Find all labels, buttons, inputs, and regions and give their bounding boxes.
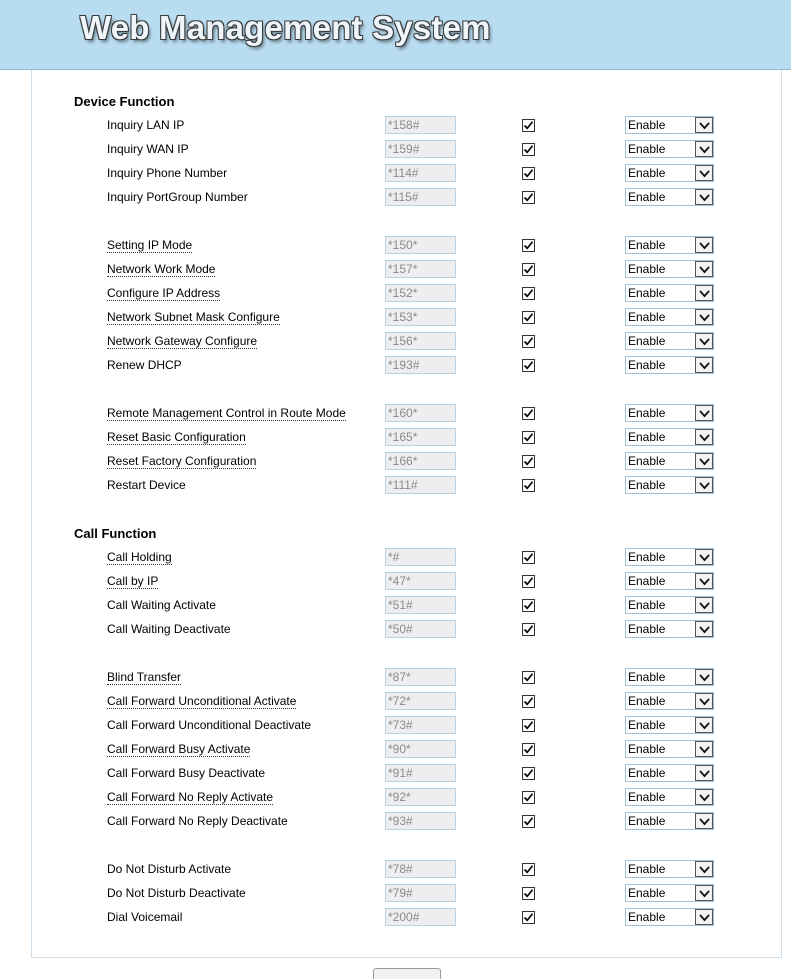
feature-row: [0, 882, 791, 906]
feature-label: Inquiry PortGroup Number: [107, 190, 248, 204]
feature-link[interactable]: Setting IP Mode: [107, 238, 193, 252]
status-select[interactable]: [625, 668, 714, 686]
enable-checkbox[interactable]: [522, 407, 535, 420]
checkmark-icon: [523, 408, 534, 419]
status-select[interactable]: [625, 284, 714, 302]
chevron-down-icon[interactable]: [695, 333, 713, 349]
status-select-value: Enable: [628, 478, 666, 492]
status-select[interactable]: [625, 572, 714, 590]
status-select[interactable]: [625, 908, 714, 926]
save-button[interactable]: [373, 968, 441, 979]
feature-label: Restart Device: [107, 478, 186, 492]
checkmark-icon: [523, 168, 534, 179]
feature-code-input[interactable]: *73#: [385, 716, 456, 734]
checkmark-icon: [523, 552, 534, 563]
status-select[interactable]: [625, 596, 714, 614]
checkmark-icon: [523, 240, 534, 251]
status-select-value: Enable: [628, 334, 666, 348]
feature-code-input[interactable]: *115#: [385, 188, 456, 206]
enable-checkbox[interactable]: [522, 119, 535, 132]
feature-code-input[interactable]: *91#: [385, 764, 456, 782]
feature-code-input[interactable]: *90*: [385, 740, 456, 758]
status-select-value: Enable: [628, 910, 666, 924]
feature-code-input[interactable]: *#: [385, 548, 456, 566]
enable-checkbox[interactable]: [522, 191, 535, 204]
status-select-value: Enable: [628, 598, 666, 612]
chevron-down-icon[interactable]: [695, 549, 713, 565]
feature-link[interactable]: Call Forward Unconditional Activate: [107, 694, 297, 708]
enable-checkbox[interactable]: [522, 599, 535, 612]
feature-link[interactable]: Blind Transfer: [107, 670, 182, 684]
chevron-down-icon[interactable]: [695, 597, 713, 613]
feature-link[interactable]: Reset Basic Configuration: [107, 430, 246, 444]
status-select-value: Enable: [628, 454, 666, 468]
checkmark-icon: [523, 360, 534, 371]
feature-code-input[interactable]: *158#: [385, 116, 456, 134]
feature-row: [0, 690, 791, 714]
feature-code-input[interactable]: *157*: [385, 260, 456, 278]
checkmark-icon: [523, 768, 534, 779]
feature-row: [0, 810, 791, 834]
status-select-value: Enable: [628, 670, 666, 684]
status-select[interactable]: [625, 620, 714, 638]
enable-checkbox[interactable]: [522, 695, 535, 708]
feature-code-input[interactable]: *159#: [385, 140, 456, 158]
checkmark-icon: [523, 720, 534, 731]
feature-row: [0, 186, 791, 210]
feature-row: [0, 714, 791, 738]
checkmark-icon: [523, 288, 534, 299]
status-select[interactable]: [625, 860, 714, 878]
feature-code-input[interactable]: *152*: [385, 284, 456, 302]
feature-code-input[interactable]: *160*: [385, 404, 456, 422]
feature-code-input[interactable]: *156*: [385, 332, 456, 350]
feature-row: [0, 474, 791, 498]
checkmark-icon: [523, 456, 534, 467]
chevron-down-icon[interactable]: [695, 885, 713, 901]
enable-checkbox[interactable]: [522, 239, 535, 252]
enable-checkbox[interactable]: [522, 767, 535, 780]
status-select[interactable]: [625, 140, 714, 158]
feature-code-input[interactable]: *153*: [385, 308, 456, 326]
chevron-down-icon[interactable]: [695, 765, 713, 781]
feature-row: [0, 594, 791, 618]
chevron-down-icon[interactable]: [695, 669, 713, 685]
status-select-value: Enable: [628, 238, 666, 252]
enable-checkbox[interactable]: [522, 479, 535, 492]
checkmark-icon: [523, 792, 534, 803]
feature-row: [0, 354, 791, 378]
feature-row: [0, 258, 791, 282]
chevron-down-icon[interactable]: [695, 741, 713, 757]
feature-label: Call Waiting Activate: [107, 598, 216, 612]
status-select[interactable]: [625, 164, 714, 182]
status-select[interactable]: [625, 116, 714, 134]
checkmark-icon: [523, 336, 534, 347]
checkmark-icon: [523, 264, 534, 275]
chevron-down-icon[interactable]: [695, 717, 713, 733]
enable-checkbox[interactable]: [522, 671, 535, 684]
feature-label: Do Not Disturb Deactivate: [107, 886, 246, 900]
section-title: Call Function: [74, 526, 157, 541]
chevron-down-icon[interactable]: [695, 909, 713, 925]
enable-checkbox[interactable]: [522, 719, 535, 732]
feature-label: Inquiry Phone Number: [107, 166, 228, 180]
checkmark-icon: [523, 696, 534, 707]
checkmark-icon: [523, 888, 534, 899]
chevron-down-icon[interactable]: [695, 165, 713, 181]
enable-checkbox[interactable]: [522, 791, 535, 804]
status-select[interactable]: [625, 812, 714, 830]
feature-code-input[interactable]: *200#: [385, 908, 456, 926]
feature-row: [0, 570, 791, 594]
feature-row: [0, 234, 791, 258]
feature-row: [0, 162, 791, 186]
status-select[interactable]: [625, 452, 714, 470]
feature-row: [0, 738, 791, 762]
status-select[interactable]: [625, 188, 714, 206]
chevron-down-icon[interactable]: [695, 621, 713, 637]
feature-row: [0, 546, 791, 570]
status-select[interactable]: [625, 260, 714, 278]
feature-label: Dial Voicemail: [107, 910, 183, 924]
enable-checkbox[interactable]: [522, 911, 535, 924]
chevron-down-icon[interactable]: [695, 453, 713, 469]
status-select[interactable]: [625, 236, 714, 254]
status-select[interactable]: [625, 476, 714, 494]
feature-code-input[interactable]: *78#: [385, 860, 456, 878]
chevron-down-icon[interactable]: [695, 357, 713, 373]
status-select-value: Enable: [628, 574, 666, 588]
feature-link[interactable]: Call Holding: [107, 550, 172, 564]
feature-label: Call Forward Unconditional Deactivate: [107, 718, 312, 732]
checkmark-icon: [523, 312, 534, 323]
status-select[interactable]: [625, 788, 714, 806]
enable-checkbox[interactable]: [522, 743, 535, 756]
status-select-value: Enable: [628, 766, 666, 780]
enable-checkbox[interactable]: [522, 143, 535, 156]
checkmark-icon: [523, 744, 534, 755]
feature-code-input[interactable]: *72*: [385, 692, 456, 710]
feature-label: Do Not Disturb Activate: [107, 862, 232, 876]
status-select-value: Enable: [628, 142, 666, 156]
feature-code-input[interactable]: *150*: [385, 236, 456, 254]
status-select[interactable]: [625, 308, 714, 326]
feature-link[interactable]: Call Forward No Reply Activate: [107, 790, 274, 804]
status-select-value: Enable: [628, 118, 666, 132]
enable-checkbox[interactable]: [522, 623, 535, 636]
checkmark-icon: [523, 672, 534, 683]
feature-link[interactable]: Network Work Mode: [107, 262, 216, 276]
checkmark-icon: [523, 192, 534, 203]
status-select[interactable]: [625, 716, 714, 734]
status-select-value: Enable: [628, 742, 666, 756]
status-select-value: Enable: [628, 358, 666, 372]
enable-checkbox[interactable]: [522, 263, 535, 276]
chevron-down-icon[interactable]: [695, 261, 713, 277]
feature-code-input[interactable]: *111#: [385, 476, 456, 494]
status-select-value: Enable: [628, 262, 666, 276]
status-select-value: Enable: [628, 694, 666, 708]
status-select[interactable]: [625, 740, 714, 758]
feature-code-input[interactable]: *114#: [385, 164, 456, 182]
chevron-down-icon[interactable]: [695, 141, 713, 157]
feature-row: [0, 282, 791, 306]
enable-checkbox[interactable]: [522, 863, 535, 876]
header-banner: [0, 0, 791, 70]
feature-label: Call Waiting Deactivate: [107, 622, 231, 636]
feature-code-input[interactable]: *193#: [385, 356, 456, 374]
section-title: Device Function: [74, 94, 175, 109]
enable-checkbox[interactable]: [522, 815, 535, 828]
enable-checkbox[interactable]: [522, 431, 535, 444]
status-select[interactable]: [625, 428, 714, 446]
enable-checkbox[interactable]: [522, 167, 535, 180]
feature-row: [0, 762, 791, 786]
feature-code-input[interactable]: *93#: [385, 812, 456, 830]
status-select-value: Enable: [628, 406, 666, 420]
feature-row: [0, 138, 791, 162]
status-select-value: Enable: [628, 814, 666, 828]
feature-link[interactable]: Reset Factory Configuration: [107, 454, 257, 468]
feature-row: [0, 402, 791, 426]
chevron-down-icon[interactable]: [695, 573, 713, 589]
feature-label: Inquiry WAN IP: [107, 142, 189, 156]
status-select[interactable]: [625, 548, 714, 566]
enable-checkbox[interactable]: [522, 287, 535, 300]
chevron-down-icon[interactable]: [695, 237, 713, 253]
chevron-down-icon[interactable]: [695, 117, 713, 133]
chevron-down-icon[interactable]: [695, 789, 713, 805]
chevron-down-icon[interactable]: [695, 189, 713, 205]
checkmark-icon: [523, 864, 534, 875]
checkmark-icon: [523, 120, 534, 131]
feature-link[interactable]: Call Forward Busy Activate: [107, 742, 251, 756]
feature-row: [0, 858, 791, 882]
status-select[interactable]: [625, 764, 714, 782]
feature-link[interactable]: Configure IP Address: [107, 286, 221, 300]
feature-row: [0, 618, 791, 642]
feature-code-input[interactable]: *79#: [385, 884, 456, 902]
chevron-down-icon[interactable]: [695, 429, 713, 445]
feature-code-input[interactable]: *47*: [385, 572, 456, 590]
feature-row: [0, 330, 791, 354]
feature-row: [0, 666, 791, 690]
status-select-value: Enable: [628, 718, 666, 732]
app-title: Web Management System: [80, 9, 491, 46]
feature-row: [0, 426, 791, 450]
checkmark-icon: [523, 480, 534, 491]
feature-link[interactable]: Network Subnet Mask Configure: [107, 310, 280, 324]
chevron-down-icon[interactable]: [695, 813, 713, 829]
feature-code-input[interactable]: *51#: [385, 596, 456, 614]
status-select-value: Enable: [628, 550, 666, 564]
checkmark-icon: [523, 600, 534, 611]
chevron-down-icon[interactable]: [695, 405, 713, 421]
feature-label: Call Forward No Reply Deactivate: [107, 814, 288, 828]
feature-label: Call Forward Busy Deactivate: [107, 766, 266, 780]
enable-checkbox[interactable]: [522, 887, 535, 900]
status-select[interactable]: [625, 404, 714, 422]
status-select[interactable]: [625, 884, 714, 902]
enable-checkbox[interactable]: [522, 551, 535, 564]
status-select[interactable]: [625, 332, 714, 350]
feature-label: Inquiry LAN IP: [107, 118, 185, 132]
status-select-value: Enable: [628, 286, 666, 300]
status-select-value: Enable: [628, 790, 666, 804]
feature-link[interactable]: Call by IP: [107, 574, 159, 588]
enable-checkbox[interactable]: [522, 359, 535, 372]
chevron-down-icon[interactable]: [695, 477, 713, 493]
status-select-value: Enable: [628, 190, 666, 204]
checkmark-icon: [523, 144, 534, 155]
enable-checkbox[interactable]: [522, 311, 535, 324]
status-select-value: Enable: [628, 622, 666, 636]
checkmark-icon: [523, 816, 534, 827]
feature-row: [0, 306, 791, 330]
feature-row: [0, 786, 791, 810]
feature-link[interactable]: Network Gateway Configure: [107, 334, 258, 348]
feature-code-input[interactable]: *165*: [385, 428, 456, 446]
checkmark-icon: [523, 432, 534, 443]
feature-row: [0, 450, 791, 474]
chevron-down-icon[interactable]: [695, 861, 713, 877]
chevron-down-icon[interactable]: [695, 309, 713, 325]
status-select-value: Enable: [628, 166, 666, 180]
feature-code-input[interactable]: *87*: [385, 668, 456, 686]
feature-link[interactable]: Remote Management Control in Route Mode: [107, 406, 346, 420]
checkmark-icon: [523, 576, 534, 587]
status-select-value: Enable: [628, 310, 666, 324]
checkmark-icon: [523, 624, 534, 635]
feature-code-input[interactable]: *92*: [385, 788, 456, 806]
enable-checkbox[interactable]: [522, 575, 535, 588]
status-select-value: Enable: [628, 886, 666, 900]
status-select[interactable]: [625, 692, 714, 710]
status-select[interactable]: [625, 356, 714, 374]
status-select-value: Enable: [628, 862, 666, 876]
chevron-down-icon[interactable]: [695, 285, 713, 301]
chevron-down-icon[interactable]: [695, 693, 713, 709]
feature-row: [0, 906, 791, 930]
enable-checkbox[interactable]: [522, 455, 535, 468]
feature-code-input[interactable]: *50#: [385, 620, 456, 638]
feature-label: Renew DHCP: [107, 358, 182, 372]
feature-code-input[interactable]: *166*: [385, 452, 456, 470]
checkmark-icon: [523, 912, 534, 923]
feature-row: [0, 114, 791, 138]
status-select-value: Enable: [628, 430, 666, 444]
enable-checkbox[interactable]: [522, 335, 535, 348]
